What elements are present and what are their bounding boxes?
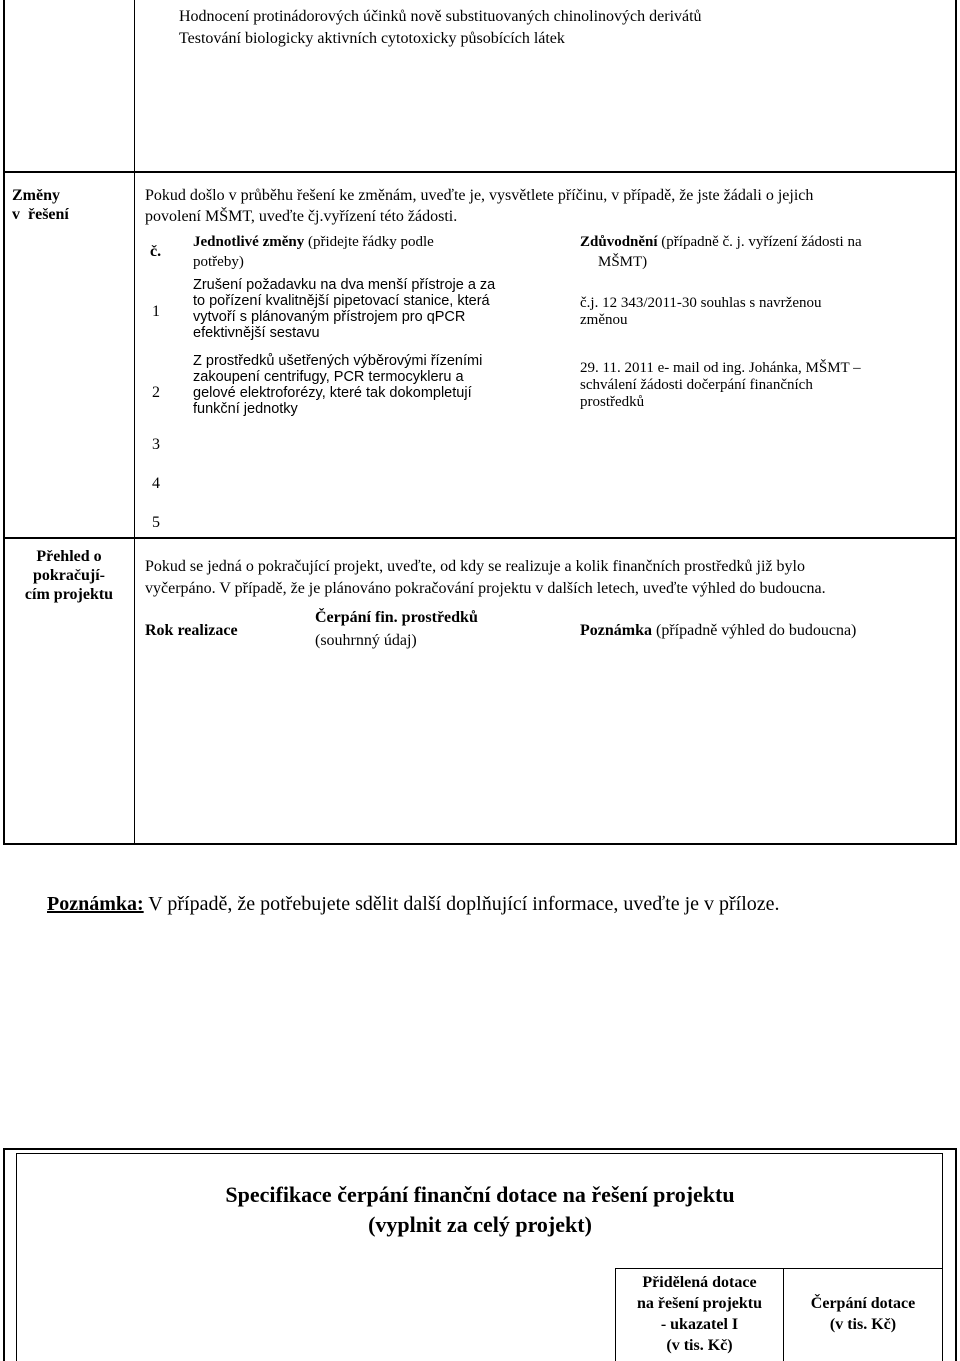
overview-col-spend: Čerpání fin. prostředků (315, 609, 478, 626)
row-number: 3 (152, 436, 160, 453)
reason-text: 29. 11. 2011 e- mail od ing. Johánka, MŠMT – schválení žádosti dočerpání finančních prostředků (580, 360, 861, 410)
changes-col-reason: Zdůvodnění (případně č. j. vyřízení žádosti na (580, 234, 862, 250)
note-label: Poznámka: (47, 893, 144, 915)
overview-col-spend-line2: (souhrnný údaj) (315, 632, 417, 649)
changes-label-line2: v řešení (12, 206, 69, 223)
row-number: 4 (152, 475, 160, 492)
change-text: Z prostředků ušetřených výběrovými řízeními zakoupení centrifugy, PCR termocykleru a gelové elektroforézy, které tak dokompletují funkční jednotky (193, 353, 483, 417)
table-left-border (3, 0, 5, 845)
table-row-divider (3, 537, 957, 539)
note-line (47, 891, 780, 917)
change-text: Zrušení požadavku na dva menší přístroje a za to pořízení kvalitnější pipetovací stanice, která vytvoří s plánovaným přístrojem pro qPCR efektivnější sestavu (193, 277, 496, 341)
note-text: V případě, že potřebujete sdělit další doplňující informace, uveďte je v příloze. (143, 893, 780, 915)
overview-intro-line2: vyčerpáno. V případě, že je plánováno pokračování projektu v dalších letech, uveďte výhled do budoucna. (145, 580, 826, 597)
spec-col-allocated: Přidělená dotace na řešení projektu - ukazatel I (v tis. Kč) (636, 1274, 763, 1354)
spec-top-border (3, 1148, 957, 1150)
overview-intro: Pokud se jedná o pokračující projekt, uveďte, od kdy se realizuje a kolik finančních prostředků již bylo (145, 558, 805, 575)
spec-title: Specifikace čerpání finanční dotace na řešení projektu (225, 1182, 735, 1207)
overview-label-line3: cím projektu (24, 586, 114, 603)
project-subtitle: Testování biologicky aktivních cytotoxicky působících látek (179, 30, 565, 47)
spec-col-spent: Čerpání dotace (v tis. Kč) (810, 1295, 916, 1333)
table-column-divider (134, 0, 135, 845)
changes-intro: Pokud došlo v průběhu řešení ke změnám, uveďte je, vysvětlete příčinu, v případě, že jste žádali o jejich (145, 187, 814, 204)
row-number: 2 (152, 384, 160, 401)
spec-header-top (615, 1268, 942, 1269)
changes-col-number: č. (150, 243, 162, 260)
changes-intro-line2: povolení MŠMT, uveďte čj.vyřízení této žádosti. (145, 208, 458, 225)
row-number: 5 (152, 514, 160, 531)
changes-col-reason-line2: MŠMT) (598, 254, 648, 270)
project-title: Hodnocení protinádorových účinků nově substituovaných chinolinových derivátů (179, 8, 702, 25)
changes-col-change-line2: potřeby) (193, 254, 244, 270)
changes-col-change: Jednotlivé změny (přidejte řádky podle (193, 234, 434, 250)
table-bottom-border (3, 843, 957, 845)
table-row-divider (3, 171, 957, 173)
reason-text: č.j. 12 343/2011-30 souhlas s navrženou změnou (580, 295, 822, 328)
overview-col-year: Rok realizace (145, 622, 238, 639)
overview-label: Přehled o (36, 548, 102, 565)
spec-subtitle: (vyplnit za celý projekt) (368, 1212, 592, 1237)
changes-label: Změny (12, 187, 60, 204)
overview-col-note: Poznámka (případně výhled do budoucna) (580, 622, 857, 639)
overview-label-line2: pokračují- (33, 567, 105, 584)
row-number: 1 (152, 303, 160, 320)
table-right-border (955, 0, 957, 845)
spec-inner-top (16, 1153, 942, 1154)
